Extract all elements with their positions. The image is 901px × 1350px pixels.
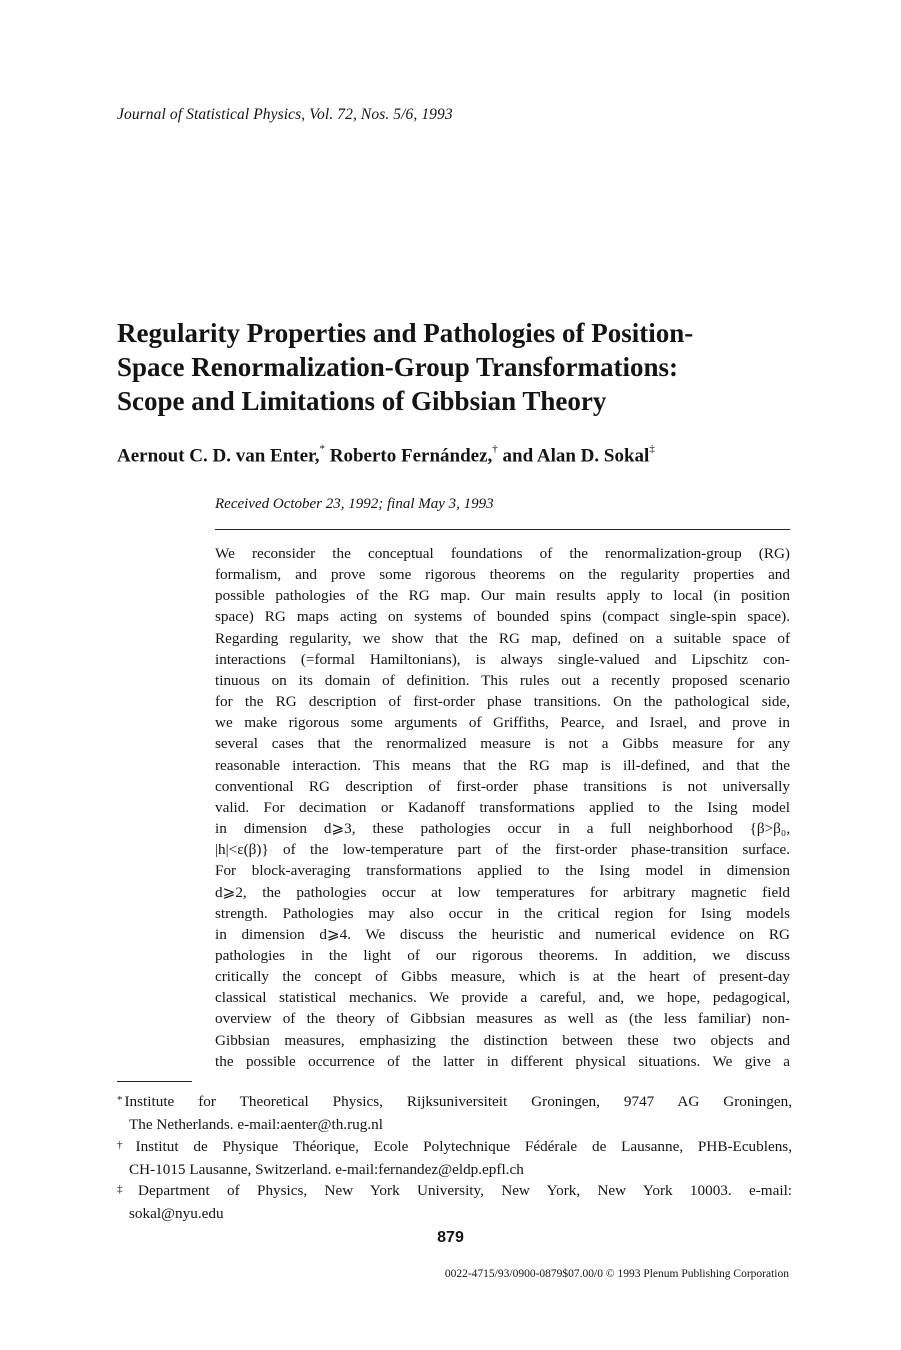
abstract-line: interactions (=formal Hamiltonians), is always single-valued and Lipschitz con- [215, 650, 790, 668]
abstract-line: in dimension d⩾4. We discuss the heuristic and numerical evidence on RG [215, 925, 790, 943]
footnote-mark: * [319, 443, 325, 455]
footnote-text: CH-1015 Lausanne, Switzerland. e-mail:fernandez@eldp.epfl.ch [129, 1160, 524, 1178]
abstract-line: For block-averaging transformations applied to the Ising model in dimension [215, 862, 790, 880]
journal-header: Journal of Statistical Physics, Vol. 72, Nos. 5/6, 1993 [117, 106, 453, 123]
abstract-line: conventional RG description of first-order phase transitions is not universally [215, 777, 790, 795]
abstract-line: we make rigorous some arguments of Griffiths, Pearce, and Israel, and prove in [215, 714, 790, 732]
abstract-line: tinuous on its domain of definition. This rules out a recently proposed scenario [215, 671, 790, 689]
abstract-line: overview of the theory of Gibbsian measures as well as (the less familiar) non- [215, 1010, 790, 1028]
footnote-text: Institut de Physique Théorique, Ecole Polytechnique Fédérale de Lausanne, PHB-Ecublens, [135, 1137, 793, 1155]
abstract-line: reasonable interaction. This means that the RG map is ill-defined, and that the [215, 756, 790, 774]
footnote-text: The Netherlands. e-mail:aenter@th.rug.nl [129, 1116, 383, 1134]
author-name: Aernout C. D. van Enter, [117, 445, 320, 467]
footnote-mark: * [117, 1094, 123, 1106]
title-line: Regularity Properties and Pathologies of Position- [117, 318, 694, 348]
abstract-line: Gibbsian measures, emphasizing the distinction between these two objects and [215, 1031, 790, 1049]
footnote-mark: † [117, 1138, 134, 1151]
footnote-mark: † [492, 443, 498, 455]
abstract-line: Regarding regularity, we show that the RG map, defined on a suitable space of [215, 629, 790, 647]
abstract-line: critically the concept of Gibbs measure, which is at the heart of present-day [215, 968, 790, 986]
abstract-line: the possible occurrence of the latter in different physical situations. We give a [215, 1052, 790, 1070]
footnote [117, 1180, 792, 1225]
abstract-line: pathologies in the light of our rigorous theorems. In addition, we discuss [215, 946, 790, 964]
footnote-text: Department of Physics, New York University, New York, New York 10003. e-mail: [138, 1182, 793, 1200]
page-number: 879 [437, 1229, 464, 1246]
abstract [215, 543, 790, 1072]
abstract-divider [215, 529, 790, 530]
abstract-line: for the RG description of first-order phase transitions. On the pathological side, [215, 693, 790, 711]
footnote [117, 1091, 792, 1136]
abstract-line: classical statistical mechanics. We provide a careful, and, we hope, pedagogical, [215, 989, 790, 1007]
title-line: Scope and Limitations of Gibbsian Theory [117, 386, 607, 416]
footnote [117, 1136, 792, 1181]
abstract-line: formalism, and prove some rigorous theorems on the regularity properties and [215, 566, 790, 584]
abstract-line: in dimension d⩾3, these pathologies occur in a full neighborhood {β>β₀, [215, 820, 790, 838]
footnote-mark: ‡ [649, 443, 655, 455]
footnote-divider [117, 1081, 192, 1082]
abstract-line: possible pathologies of the RG map. Our main results apply to local (in position [215, 587, 790, 605]
abstract-line: space) RG maps acting on systems of bounded spins (compact single-spin space). [215, 608, 790, 626]
author-name: Roberto Fernández, [325, 445, 493, 467]
abstract-line: valid. For decimation or Kadanoff transformations applied to the Ising model [215, 798, 790, 816]
title-line: Space Renormalization-Group Transformations: [117, 352, 678, 382]
abstract-line: |h|<ε(β)} of the low-temperature part of the first-order phase-transition surface. [215, 841, 790, 859]
received-dates: Received October 23, 1992; final May 3, 1993 [215, 496, 494, 512]
author-list [117, 445, 655, 467]
abstract-line: strength. Pathologies may also occur in the critical region for Ising models [215, 904, 790, 922]
abstract-line: We reconsider the conceptual foundations of the renormalization-group (RG) [215, 545, 790, 562]
copyright-line: 0022-4715/93/0900-0879$07.00/0 © 1993 Plenum Publishing Corporation [444, 1268, 789, 1280]
footnote-mark: ‡ [117, 1183, 137, 1196]
abstract-line: several cases that the renormalized measure is not a Gibbs measure for any [215, 735, 790, 753]
author-name: and Alan D. Sokal [497, 445, 650, 467]
footnote-text: sokal@nyu.edu [129, 1205, 224, 1223]
abstract-line: d⩾2, the pathologies occur at low temperatures for arbitrary magnetic field [215, 883, 790, 901]
footnotes [117, 1091, 792, 1225]
paper-title [117, 316, 817, 418]
footnote-text: Institute for Theoretical Physics, Rijksuniversiteit Groningen, 9747 AG Groningen, [124, 1093, 792, 1110]
